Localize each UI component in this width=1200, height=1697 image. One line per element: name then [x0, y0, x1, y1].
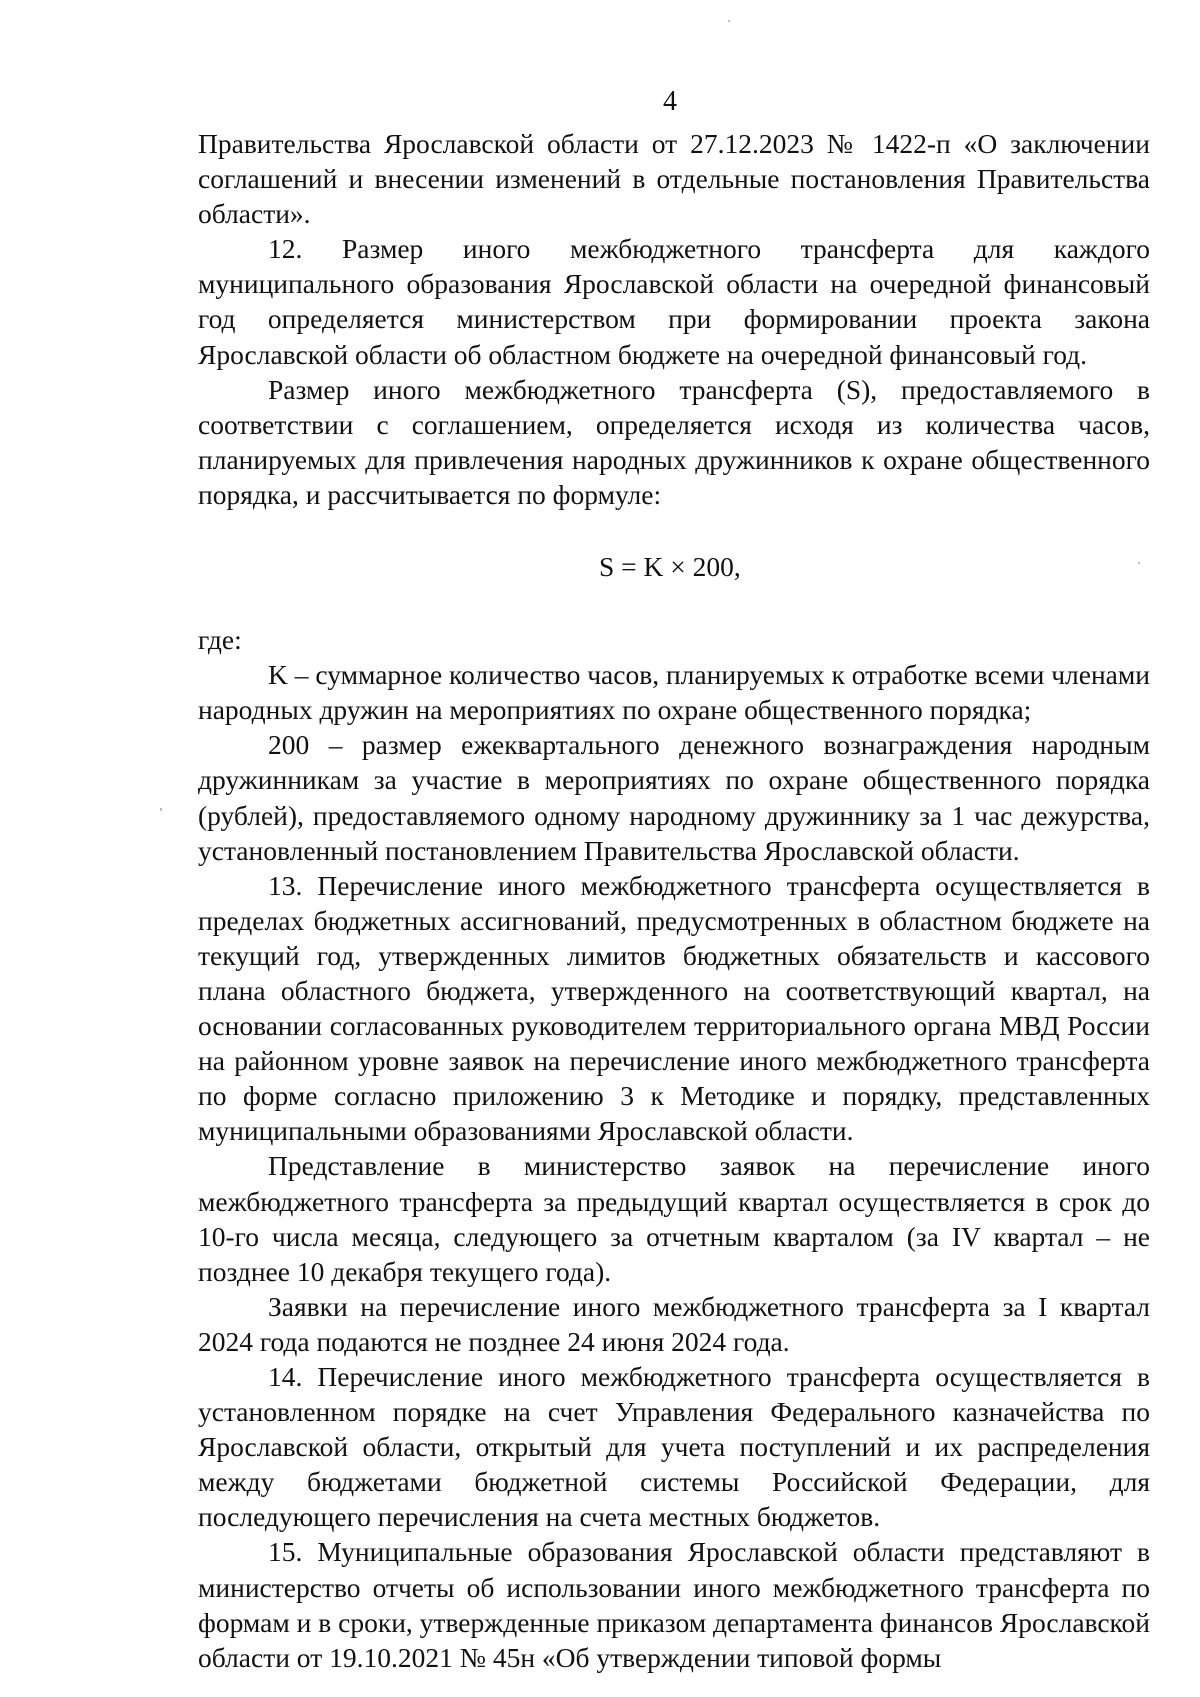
page-number: 4 [663, 86, 677, 117]
definition-200: 200 – размер ежеквартального денежного вознаграждения народным дружинникам за участие в мероприятиях по охране общественного порядка (рублей), предоставляемого одному народному дружиннику за 1 час дежурства, установленный постановлением Правительства Ярославской области. [198, 729, 1150, 866]
paragraph-first-quarter: Заявки на перечисление иного межбюджетного трансферта за I квартал 2024 года подаются не позднее 24 июня 2024 года. [198, 1290, 1150, 1357]
paragraph-continuation: Правительства Ярославской области от 27.12.2023 № 1422-п «О заключении соглашений и внесении изменений в отдельные постановления Правительства области». [198, 128, 1150, 230]
where-label: где: [198, 624, 242, 656]
scan-speck [728, 20, 730, 22]
formula: S = K × 200, [599, 551, 741, 583]
paragraph-item-12: 12. Размер иного межбюджетного трансферта для каждого муниципального образования Ярославской области на очередной финансовый год определяется министерством при формировании проекта закона Ярославской области об областном бюджете на очередной финансовый год. [198, 233, 1150, 370]
paragraph-item-15: 15. Муниципальные образования Ярославской области представляют в министерство отчеты об использовании иного межбюджетного трансферта по формам и в сроки, утвержденные приказом департамента финансов Ярославской области от 19.10.2021 № 45н «Об утверждении типовой формы [198, 1536, 1150, 1673]
definition-k: K – суммарное количество часов, планируемых к отработке всеми членами народных дружин на мероприятиях по охране общественного порядка; [198, 659, 1150, 726]
paragraph-applications-deadline: Представление в министерство заявок на перечисление иного межбюджетного трансферта за предыдущий квартал осуществляется в срок до 10-го числа месяца, следующего за отчетным кварталом (за IV квартал – не позднее 10 декабря текущего года). [198, 1150, 1150, 1287]
paragraph-item-13: 13. Перечисление иного межбюджетного трансферта осуществляется в пределах бюджетных ассигнований, предусмотренных в областном бюджете на текущий год, утвержденных лимитов бюджетных обязательств и кассового плана областного бюджета, утвержденного на соответствующий квартал, на основании согласованных руководителем территориального органа МВД России на районном уровне заявок на перечисление иного межбюджетного трансферта по форме согласно приложению 3 к Методике и порядку, представленных муниципальными образованиями Ярославской области. [198, 869, 1150, 1147]
paragraph-transfer-size: Размер иного межбюджетного трансферта (S), предоставляемого в соответствии с соглашением, определяется исходя из количества часов, планируемых для привлечения народных дружинников к охране общественного порядка, и рассчитывается по формуле: [198, 373, 1150, 510]
scan-speck [160, 808, 162, 811]
paragraph-item-14: 14. Перечисление иного межбюджетного трансферта осуществляется в установленном порядке на счет Управления Федерального казначейства по Ярославской области, открытый для учета поступлений и их распределения между бюджетами бюджетной системы Российской Федерации, для последующего перечисления на счета местных бюджетов. [198, 1361, 1150, 1533]
document-body [198, 126, 1150, 1675]
